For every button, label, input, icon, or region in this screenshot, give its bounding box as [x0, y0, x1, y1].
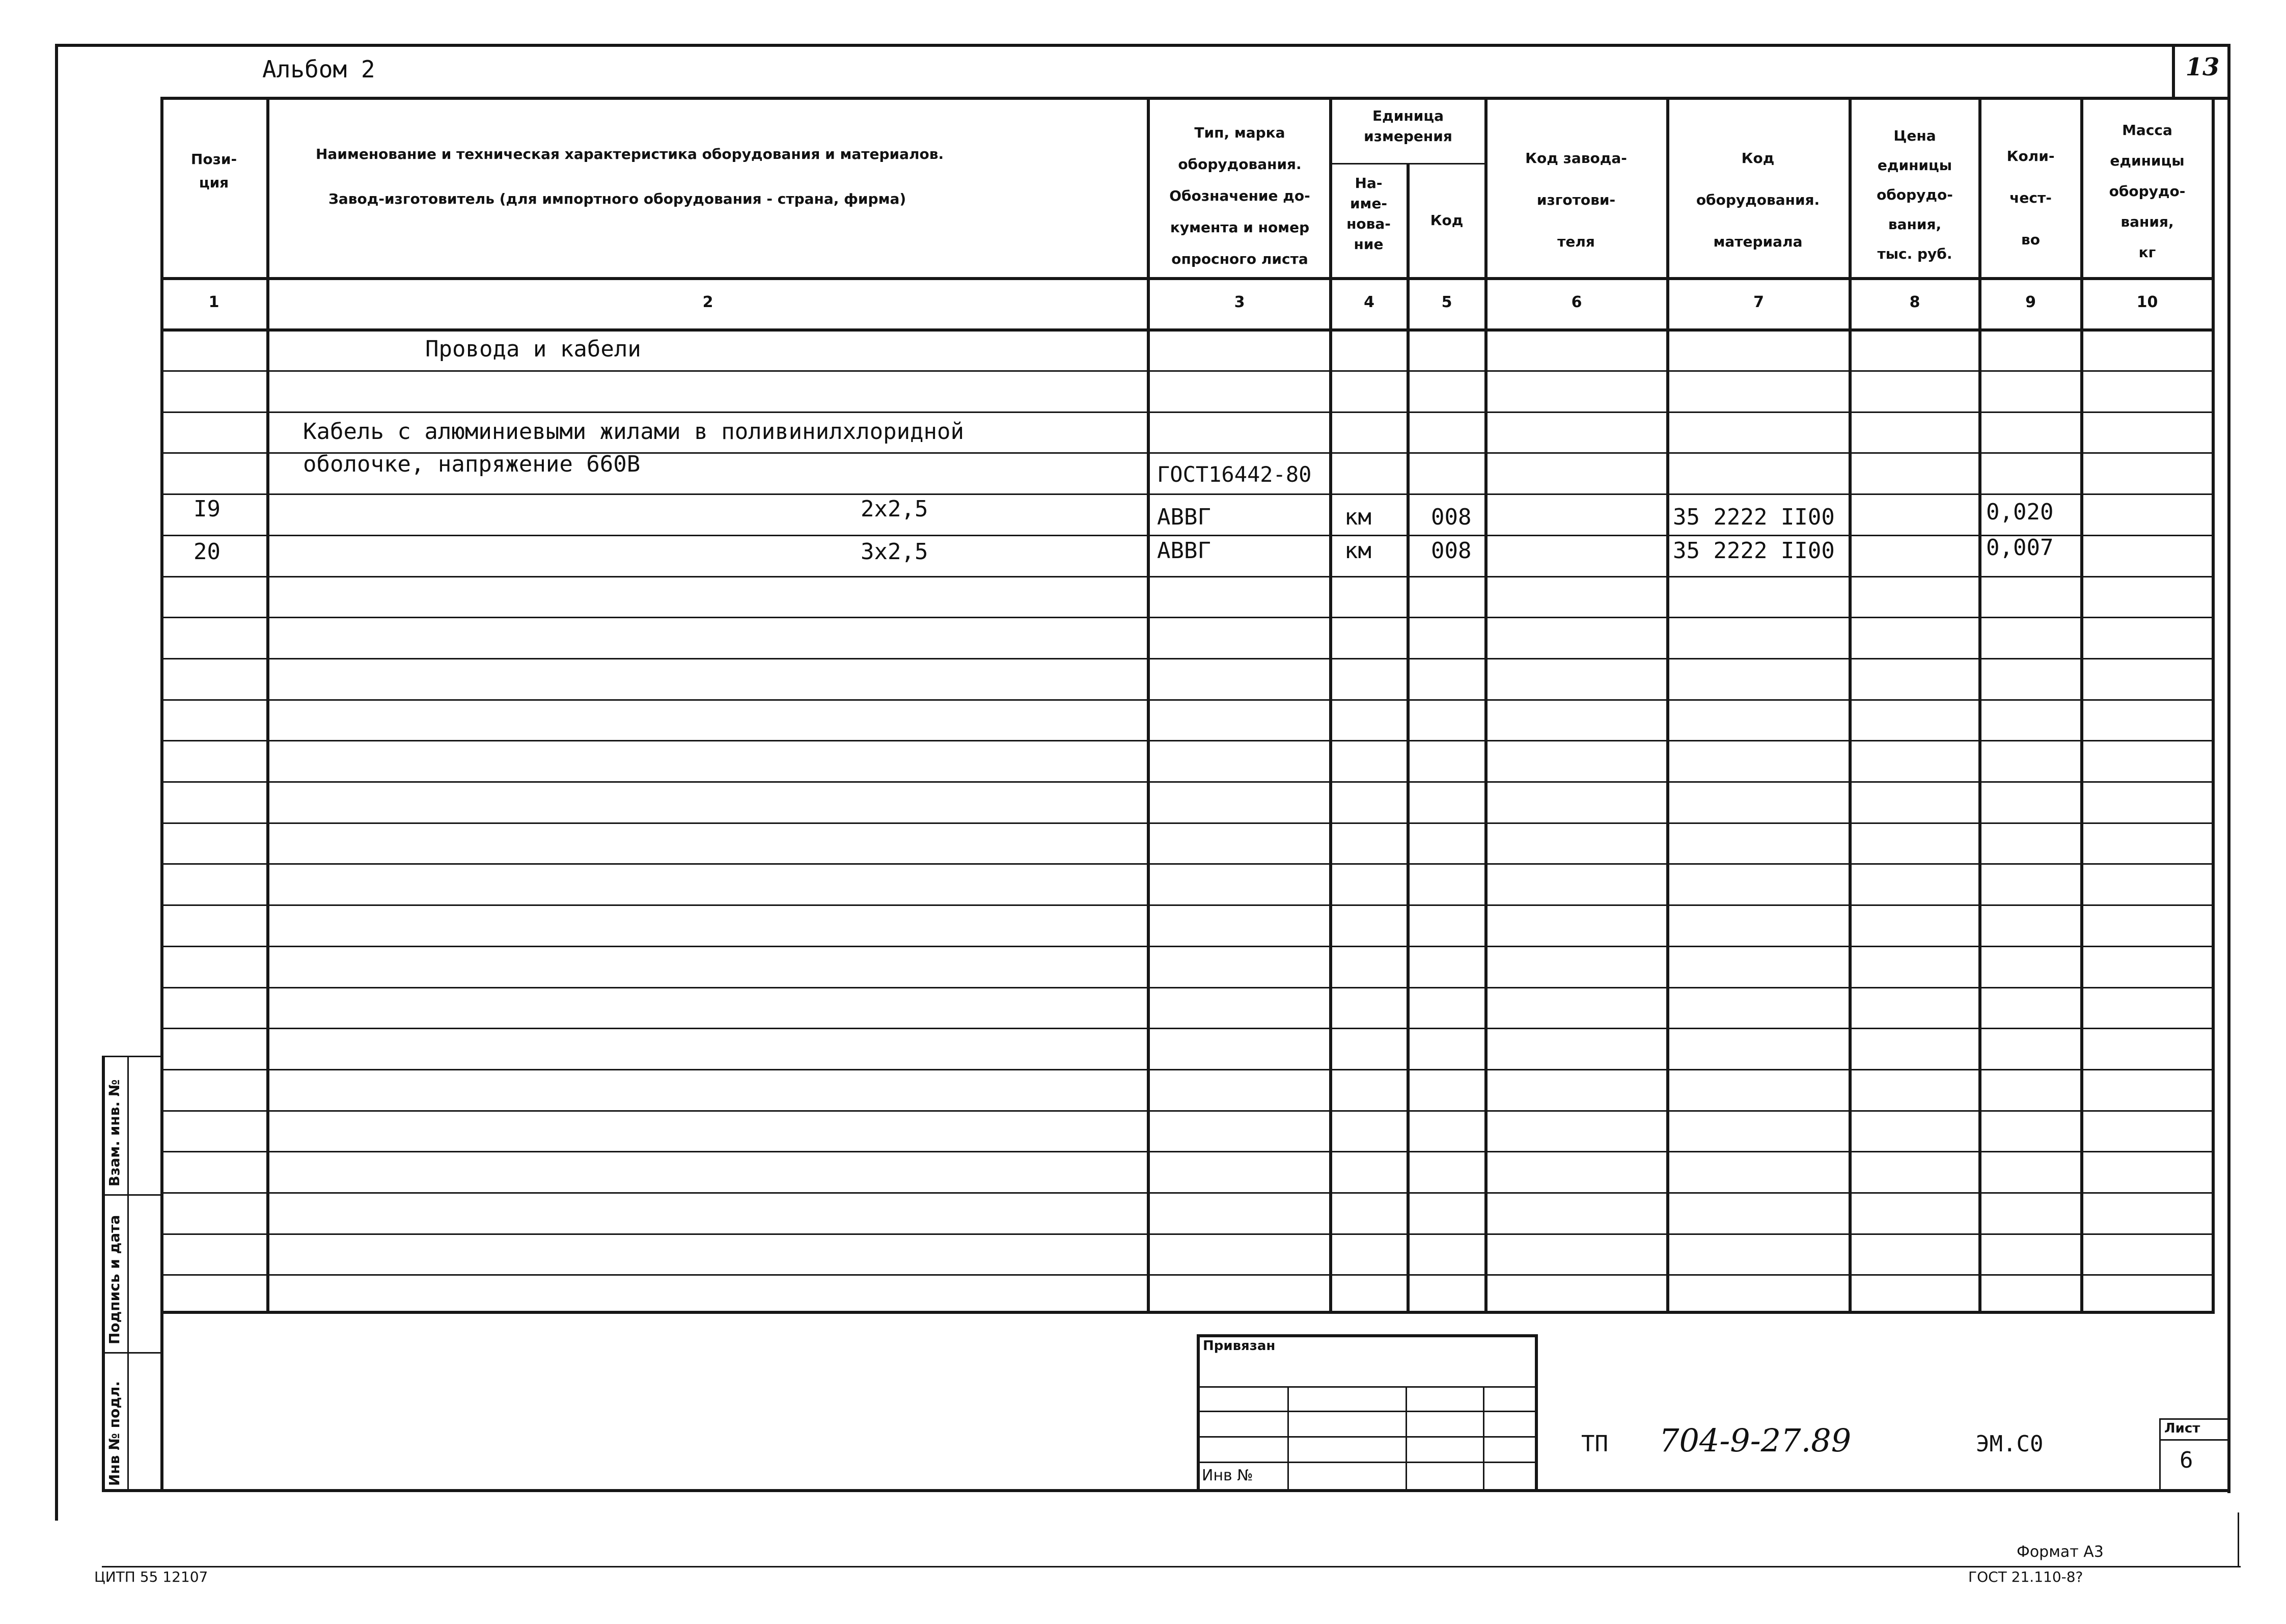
privyazan-col1: [1287, 1386, 1289, 1492]
side-stamp-left-line: [102, 1056, 105, 1492]
row-divider: [160, 904, 2215, 906]
side-stamp-vzam-inv: Взам. инв. №: [106, 1079, 123, 1187]
row-equip-code: 35 2222 II00: [1673, 538, 1835, 564]
row-position: 20: [194, 539, 221, 565]
album-title: Альбом 2: [262, 56, 375, 83]
row-size: 2х2,5: [861, 496, 928, 522]
side-stamp-divider: [127, 1056, 129, 1492]
footer-line: [102, 1566, 2241, 1567]
privyazan-right: [1535, 1334, 1538, 1492]
colnum-5: 5: [1441, 293, 1452, 311]
page-number: 13: [2185, 53, 2220, 81]
row-divider: [160, 1151, 2215, 1152]
row-unit-code: 008: [1431, 504, 1472, 530]
row-unit: км: [1344, 538, 1371, 564]
tp-prefix: ТП: [1581, 1431, 1608, 1457]
header-type: Тип, марка оборудования. Обозначение до- кумента и номер опросного листа: [1169, 124, 1310, 267]
row-type: АВВГ: [1157, 504, 1211, 530]
row-divider: [160, 863, 2215, 865]
privyazan-label: Привязан: [1203, 1338, 1276, 1354]
sheet-box-left: [2159, 1418, 2161, 1492]
privyazan-left: [1197, 1334, 1200, 1492]
row-divider: [160, 699, 2215, 701]
row-divider: [160, 781, 2215, 783]
unit-group-divider: [1329, 163, 1486, 164]
row-size: 3х2,5: [861, 539, 928, 565]
colnum-9: 9: [2025, 293, 2036, 311]
header-bottom-line: [160, 277, 2215, 280]
colnum-8: 8: [1909, 293, 1920, 311]
row-quantity: 0,020: [1986, 499, 2054, 525]
header-price: Цена единицы оборудо- вания, тыс. руб.: [1877, 127, 1953, 262]
footer-gost: ГОСТ 21.110-8?: [1968, 1568, 2083, 1585]
table-body-bottom: [160, 1311, 2215, 1314]
frame-bottom: [102, 1489, 2230, 1492]
row-divider: [160, 617, 2215, 618]
row-type: АВВГ: [1157, 538, 1211, 564]
row-divider: [160, 576, 2215, 577]
cable-standard: ГОСТ16442-80: [1157, 462, 1312, 487]
header-name-line2: Завод-изготовитель (для импортного оборудования - страна, фирма): [328, 190, 906, 207]
row-divider: [160, 411, 2215, 413]
privyazan-row4: [1197, 1462, 1538, 1463]
row-divider: [160, 493, 2215, 495]
row-divider: [160, 1274, 2215, 1276]
side-stamp-podpis-data: Подпись и дата: [106, 1215, 123, 1344]
cable-description-line2: оболочке, напряжение 660В: [303, 451, 641, 477]
privyazan-top: [1197, 1334, 1538, 1337]
row-position: I9: [194, 496, 221, 522]
row-divider: [160, 946, 2215, 947]
header-quantity: Коли- чест- во: [2006, 148, 2055, 248]
side-stamp-top: [102, 1056, 160, 1057]
sheet-box-mid: [2159, 1439, 2230, 1441]
row-divider: [160, 1069, 2215, 1070]
row-equip-code: 35 2222 II00: [1673, 504, 1835, 530]
colnum-2: 2: [702, 293, 713, 311]
side-stamp-sep1: [102, 1194, 160, 1196]
header-name-line1: Наименование и техническая характеристика оборудования и материалов.: [316, 146, 944, 162]
inv-no-label: Инв №: [1202, 1467, 1253, 1484]
document-number: 704-9-27.89: [1659, 1422, 1852, 1459]
frame-right: [2227, 44, 2230, 1493]
header-equip-code: Код оборудования. материала: [1696, 150, 1820, 250]
section-title: Провода и кабели: [425, 336, 641, 362]
row-divider: [160, 1192, 2215, 1194]
footer-right-tick: [2238, 1512, 2239, 1567]
cable-description-line1: Кабель с алюминиевыми жилами в поливинилхлоридной: [303, 419, 965, 445]
footer-left-code: ЦИТП 55 12107: [94, 1568, 208, 1585]
row-quantity: 0,007: [1986, 535, 2054, 561]
grid-line-x5: [1407, 163, 1410, 1312]
header-unit-group: Единица измерения: [1364, 107, 1452, 145]
side-stamp-inv-podl: Инв № подл.: [106, 1381, 123, 1486]
page-number-box-left: [2172, 44, 2175, 99]
row-divider: [160, 740, 2215, 741]
row-divider: [160, 1233, 2215, 1235]
row-divider: [160, 822, 2215, 824]
row-divider: [160, 535, 2215, 536]
colnum-bottom-line: [160, 328, 2215, 332]
row-unit-code: 008: [1431, 538, 1472, 564]
row-unit: км: [1344, 504, 1371, 530]
privyazan-row2: [1197, 1411, 1538, 1412]
sheet-box-top: [2159, 1418, 2230, 1420]
header-factory-code: Код завода- изготови- теля: [1525, 150, 1627, 250]
sheet-number: 6: [2180, 1447, 2193, 1473]
colnum-10: 10: [2136, 293, 2158, 311]
privyazan-col3: [1483, 1386, 1484, 1492]
footer-format: Формат А3: [2017, 1543, 2104, 1561]
sheet-label: Лист: [2164, 1421, 2200, 1436]
privyazan-row3: [1197, 1436, 1538, 1438]
privyazan-col2: [1406, 1386, 1407, 1492]
header-mass: Масса единицы оборудо- вания, кг: [2109, 122, 2186, 261]
side-stamp-sep2: [102, 1352, 160, 1354]
colnum-6: 6: [1571, 293, 1582, 311]
table-top-line: [160, 97, 2230, 100]
row-divider: [160, 658, 2215, 659]
header-unit-name: На- име- нова- ние: [1346, 175, 1391, 253]
colnum-3: 3: [1234, 293, 1245, 311]
privyazan-row1: [1197, 1386, 1538, 1388]
frame-left-outer: [55, 44, 58, 1521]
row-divider: [160, 1110, 2215, 1112]
header-unit-code: Код: [1430, 212, 1464, 229]
colnum-1: 1: [208, 293, 219, 311]
colnum-4: 4: [1364, 293, 1374, 311]
colnum-7: 7: [1753, 293, 1764, 311]
row-divider: [160, 987, 2215, 988]
row-divider: [160, 1028, 2215, 1029]
frame-top: [55, 44, 2230, 47]
row-divider: [160, 370, 2215, 372]
header-position: Пози- ция: [190, 151, 237, 191]
document-suffix: ЭМ.С0: [1976, 1431, 2044, 1457]
